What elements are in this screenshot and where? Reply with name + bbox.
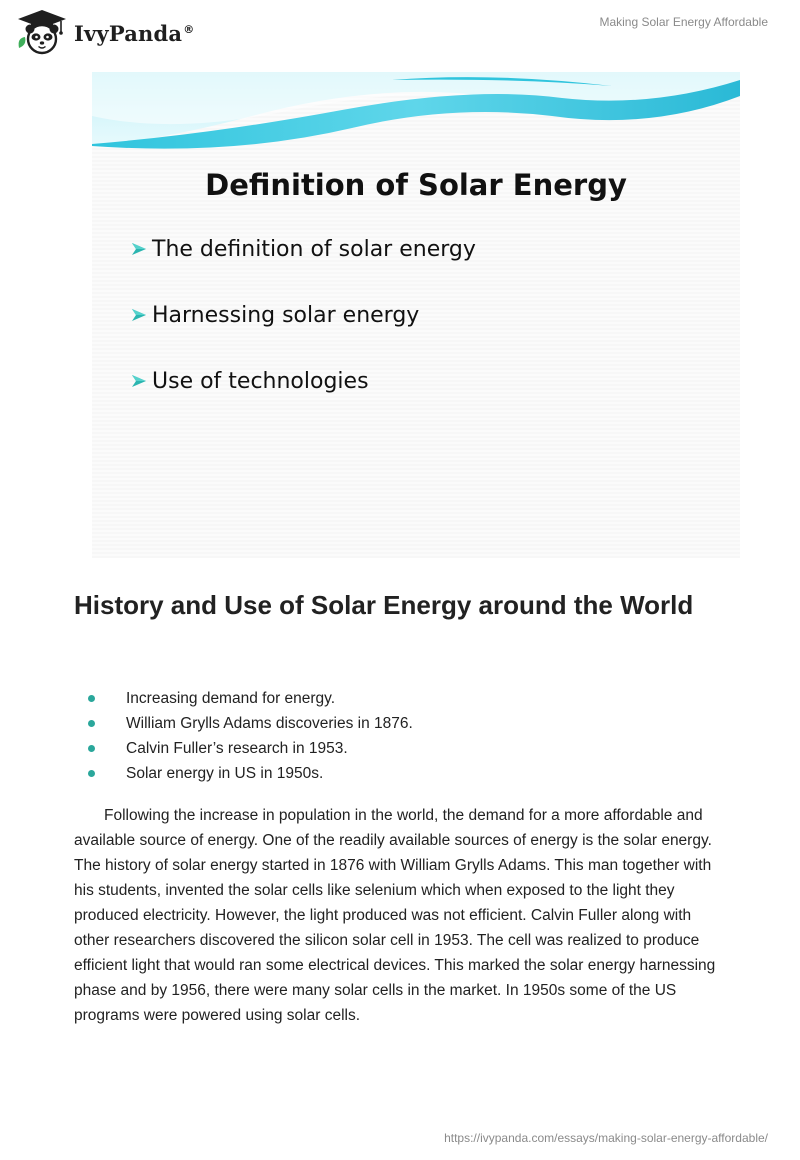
slide-bullet-item — [130, 300, 476, 330]
bullet-dot-icon — [88, 770, 95, 777]
list-item-text: William Grylls Adams discoveries in 1876. — [126, 715, 413, 732]
arrow-bullet-icon — [130, 240, 148, 258]
slide-image — [92, 72, 740, 558]
slide-title: Definition of Solar Energy — [205, 168, 627, 202]
slide-bullet-item — [130, 234, 476, 264]
slide-bullet-label: The definition of solar energy — [152, 236, 476, 262]
ivypanda-logo[interactable] — [14, 8, 194, 56]
arrow-bullet-icon — [130, 372, 148, 390]
logo-text: IvyPanda® — [74, 20, 195, 46]
bullet-dot-icon — [88, 720, 95, 727]
list-item-text: Increasing demand for energy. — [126, 690, 336, 707]
slide-bullet-label: Harnessing solar energy — [152, 302, 420, 328]
slide-bullet-label: Use of technologies — [152, 368, 369, 394]
document-title: Making Solar Energy Affordable — [599, 15, 768, 29]
source-url-link[interactable]: https://ivypanda.com/essays/making-solar-energy-affordable/ — [444, 1131, 768, 1145]
panda-graduate-icon — [14, 8, 70, 56]
arrow-bullet-icon — [130, 306, 148, 324]
slide-bullet-list — [130, 234, 476, 432]
bullet-dot-icon — [88, 695, 95, 702]
body-paragraph: Following the increase in population in the world, the demand for a more affordable and available source of energy. One of the readily available sources of energy is the solar energy. The history of solar energy started in 1876 with William Grylls Adams. This man together with his students, invented the solar cells like selenium which when exposed to the light they produced electricity. However, the light produced was not efficient. Calvin Fuller along with other researchers discovered the silicon solar cell in 1953. The cell was realized to produce efficient light that would ran some electrical devices. This marked the solar energy harnessing phase and by 1956, there were many solar cells in the market. In 1950s some of the US programs were powered using solar cells. — [74, 807, 716, 1024]
list-item-text: Solar energy in US in 1950s. — [126, 765, 324, 782]
slide-bullet-item — [130, 366, 476, 396]
page-header — [0, 0, 800, 60]
section-heading: History and Use of Solar Energy around the World — [74, 590, 694, 620]
bullet-dot-icon — [88, 745, 95, 752]
list-item-text: Calvin Fuller’s research in 1953. — [126, 740, 348, 757]
